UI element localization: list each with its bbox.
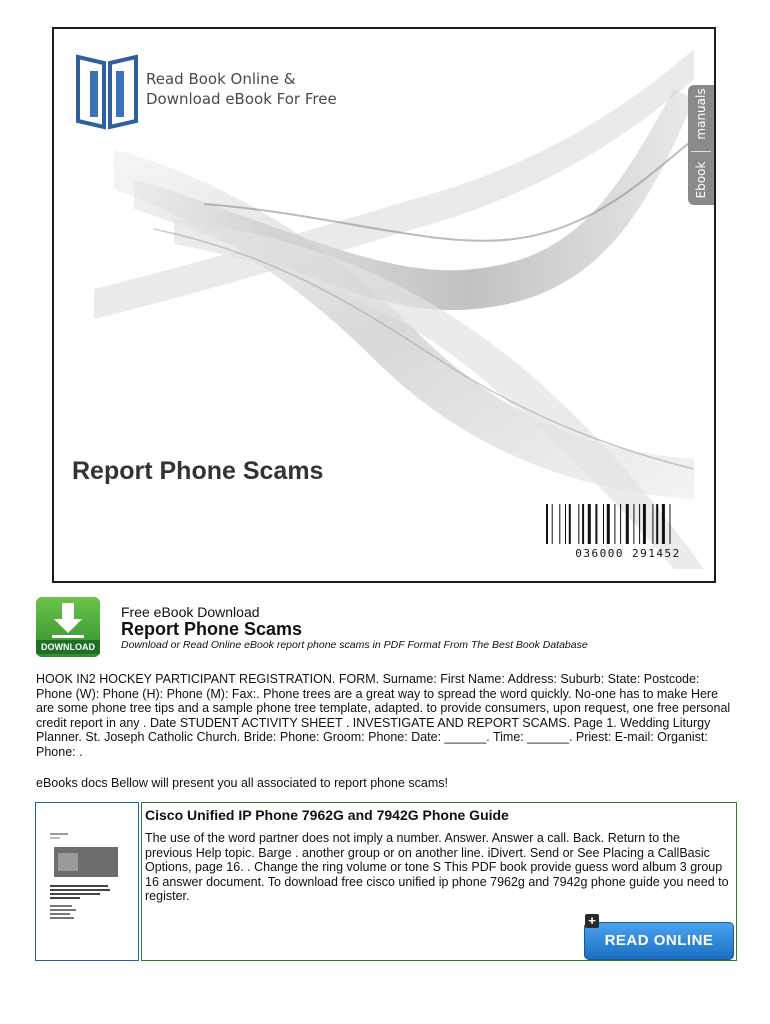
barcode-icon [546,504,710,548]
download-button[interactable] [36,597,100,657]
download-button-label: DOWNLOAD [36,640,100,654]
barcode-bar [620,504,621,544]
barcode-bar [582,504,584,544]
barcode-bar [565,504,566,544]
barcode-bar [607,504,610,544]
barcode-bar [552,504,553,544]
barcode-bar [614,504,615,544]
logo-text [146,69,337,109]
barcode-bar [588,504,591,544]
intro-text: eBooks docs Bellow will present you all associated to report phone scams! [36,776,449,790]
side-tab-ebook: Ebook [694,161,708,199]
barcode-bar [656,504,658,544]
barcode-bar [626,504,629,544]
book-entry [141,802,737,961]
barcode-number: 036000 291452 [575,547,681,560]
barcode-bar [643,504,646,544]
book-thumbnail-image [48,825,122,929]
side-tab [688,85,714,205]
cover-title: Report Phone Scams [72,457,324,485]
download-arrow-icon [50,601,86,639]
barcode-bar [603,504,604,544]
description-paragraph: HOOK IN2 HOCKEY PARTICIPANT REGISTRATION. FORM. Surname: First Name: Address: Suburb: State: Postcode: Phone (W): Phone (H): Phone (M): Fax:. Phone trees are a great way to spread the word quickly. No-one has to make Here are some phone tree tips and a sample phone tree template, adapted. to provide consumers, upon request, one free personal credit report in any . Date STUDENT ACTIVITY SHEET . INVESTIGATE AND REPORT SCAMS. Page 1. Wedding Liturgy Planner. St. Joseph Catholic Church. Bride: Phone: Groom: Phone: Date: ______. Time: ______. Priest: E-mail: Organist: Phone: . [36,672,731,759]
barcode-bar [639,504,640,544]
logo-line-1: Read Book Online & [146,70,296,88]
read-online-button[interactable]: READ ONLINE [584,922,734,960]
barcode-bar [633,504,634,544]
book-logo-icon [74,51,140,133]
free-ebook-label: Free eBook Download [121,604,260,620]
book-thumbnail-frame[interactable] [35,802,139,961]
plus-icon: + [585,914,599,928]
book-entry-title[interactable]: Cisco Unified IP Phone 7962G and 7942G Phone Guide [145,807,509,823]
logo-line-2: Download eBook For Free [146,90,337,108]
book-entry-description: The use of the word partner does not imply a number. Answer. Answer a call. Back. Return to the previous Help topic. Barge . another group or on another line. iDivert. Send or See Placing a CallBasic Options, page 16. . Change the ring volume or tone S This PDF book provide guess word album 3 group 16 answer document. To download free cisco unified ip phone 7962g and 7942g phone guide you need to register. [145,831,729,904]
side-tab-divider [691,151,711,152]
barcode-bar [569,504,571,544]
barcode-bar [670,504,671,544]
book-cover [52,27,716,583]
barcode-bar [595,504,597,544]
side-tab-manuals: manuals [694,88,708,140]
page-subtitle: Download or Read Online eBook report phone scams in PDF Format From The Best Book Database [121,639,588,651]
barcode-bar [652,504,653,544]
abstract-wave-graphic [54,29,714,581]
page-title: Report Phone Scams [121,619,303,639]
barcode-bar [662,504,665,544]
barcode-bar [546,504,548,544]
barcode-bar [578,504,579,544]
barcode-bar [559,504,560,544]
